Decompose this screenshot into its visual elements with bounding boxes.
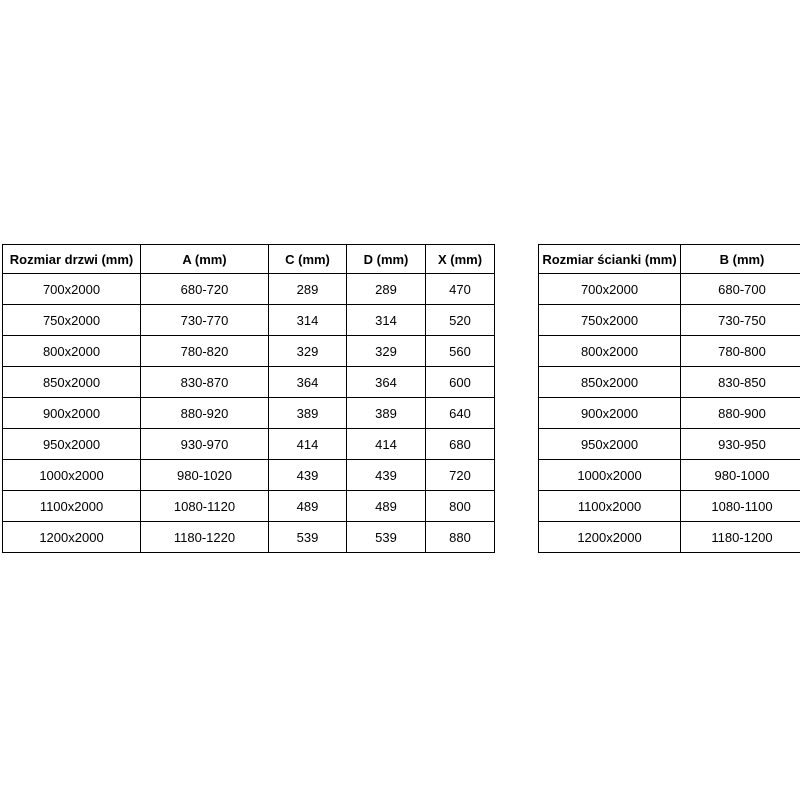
table-header-cell: Rozmiar ścianki (mm): [539, 245, 681, 274]
table-cell: 414: [347, 429, 426, 460]
table-cell: 489: [347, 491, 426, 522]
table-cell: 880-920: [141, 398, 269, 429]
table-cell: 680-720: [141, 274, 269, 305]
table-cell: 900x2000: [539, 398, 681, 429]
table-cell: 680: [426, 429, 495, 460]
table-cell: 364: [269, 367, 347, 398]
door-dimensions-table: [2, 244, 495, 553]
table-cell: 1180-1200: [681, 522, 800, 553]
table-cell: 880: [426, 522, 495, 553]
table-cell: 1000x2000: [3, 460, 141, 491]
table-cell: 1080-1100: [681, 491, 800, 522]
table-cell: 730-770: [141, 305, 269, 336]
table-cell: 489: [269, 491, 347, 522]
table-cell: 950x2000: [3, 429, 141, 460]
table-cell: 329: [269, 336, 347, 367]
table-cell: 1000x2000: [539, 460, 681, 491]
table-cell: 930-950: [681, 429, 800, 460]
table-cell: 539: [347, 522, 426, 553]
table-cell: 1200x2000: [3, 522, 141, 553]
table-cell: 520: [426, 305, 495, 336]
table-header-cell: B (mm): [681, 245, 800, 274]
table-cell: 900x2000: [3, 398, 141, 429]
table-cell: 850x2000: [3, 367, 141, 398]
table-cell: 780-820: [141, 336, 269, 367]
table-cell: 364: [347, 367, 426, 398]
table-cell: 470: [426, 274, 495, 305]
table-row: [539, 491, 800, 522]
table-cell: 1100x2000: [539, 491, 681, 522]
table-cell: 539: [269, 522, 347, 553]
wall-dimensions-table: [538, 244, 800, 553]
table-cell: 439: [347, 460, 426, 491]
table-cell: 700x2000: [539, 274, 681, 305]
table-header-cell: A (mm): [141, 245, 269, 274]
table-row: [539, 336, 800, 367]
table-cell: 289: [347, 274, 426, 305]
table-row: [3, 522, 495, 553]
table-row: [539, 305, 800, 336]
table-header-cell: Rozmiar drzwi (mm): [3, 245, 141, 274]
table-row: [3, 274, 495, 305]
table-cell: 720: [426, 460, 495, 491]
table-cell: 289: [269, 274, 347, 305]
table-cell: 830-870: [141, 367, 269, 398]
table-cell: 414: [269, 429, 347, 460]
table-cell: 560: [426, 336, 495, 367]
table-cell: 640: [426, 398, 495, 429]
table-cell: 600: [426, 367, 495, 398]
table-cell: 389: [269, 398, 347, 429]
table-cell: 329: [347, 336, 426, 367]
table-row: [539, 429, 800, 460]
table-header-row: [3, 245, 495, 274]
table-row: [539, 367, 800, 398]
table-cell: 880-900: [681, 398, 800, 429]
table-cell: 314: [347, 305, 426, 336]
table-row: [3, 398, 495, 429]
table-cell: 800: [426, 491, 495, 522]
table-row: [539, 274, 800, 305]
table-cell: 850x2000: [539, 367, 681, 398]
table-row: [539, 460, 800, 491]
table-row: [3, 336, 495, 367]
table-row: [3, 491, 495, 522]
table-row: [539, 522, 800, 553]
table-cell: 800x2000: [3, 336, 141, 367]
table-cell: 314: [269, 305, 347, 336]
table-cell: 1200x2000: [539, 522, 681, 553]
table-cell: 780-800: [681, 336, 800, 367]
table-cell: 800x2000: [539, 336, 681, 367]
table-cell: 730-750: [681, 305, 800, 336]
table-header-cell: C (mm): [269, 245, 347, 274]
table-header-cell: D (mm): [347, 245, 426, 274]
table-row: [3, 460, 495, 491]
table-cell: 389: [347, 398, 426, 429]
table-cell: 700x2000: [3, 274, 141, 305]
table-cell: 980-1020: [141, 460, 269, 491]
table-cell: 439: [269, 460, 347, 491]
table-row: [3, 429, 495, 460]
table-cell: 680-700: [681, 274, 800, 305]
table-header-row: [539, 245, 800, 274]
table-cell: 750x2000: [539, 305, 681, 336]
table-cell: 950x2000: [539, 429, 681, 460]
table-cell: 1080-1120: [141, 491, 269, 522]
table-row: [539, 398, 800, 429]
table-row: [3, 367, 495, 398]
table-cell: 980-1000: [681, 460, 800, 491]
table-cell: 930-970: [141, 429, 269, 460]
table-header-cell: X (mm): [426, 245, 495, 274]
table-cell: 1100x2000: [3, 491, 141, 522]
table-row: [3, 305, 495, 336]
table-cell: 750x2000: [3, 305, 141, 336]
table-cell: 830-850: [681, 367, 800, 398]
table-cell: 1180-1220: [141, 522, 269, 553]
